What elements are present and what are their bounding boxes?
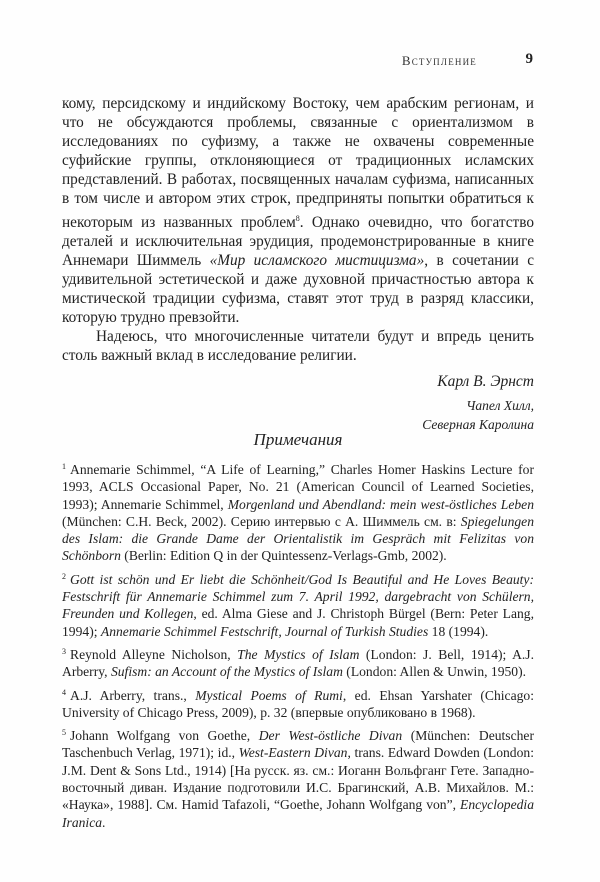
footnote-number: 1 (62, 462, 66, 471)
paragraph-1: кому, персидскому и индийскому Востоку, чем арабским регионам, и что не обсуждаются проблемы, связанные с ориентализмом в исследованиях по суфизму, а также не охвачены современные суфийские группы, отклоняющиеся от традиционных исламских представлений. В работах, посвященных началам суфизма, написанных в том числе и автором этих строк, предприняты попытки обратиться к некоторым из названных проблем$^8$. Однако очевидно, что богатство деталей и исключительная эрудиция, продемонстрированные в книге Аннемари Шиммель «Мир исламского мистицизма», в сочетании с удивительной эстетической и даже духовной причастностью автора к мистической традиции суфизма, ставят этот труд в разряд классики, которую трудно превзойти. (62, 95, 534, 327)
signature-place: Чапел Хилл, Северная Каролина (422, 398, 534, 433)
footnote-5: $^5$ Johann Wolfgang von Goethe, Der West-östliche Divan (München: Deutscher Taschenbuch Verlag, 1971); id., West-Eastern Divan, trans. Edward Dowden (London: J.M. Dent & Sons Ltd., 1914) [На русск. яз. см.: Иоганн Вольфганг Гете. Западно-восточный диван. Издание подготовили И.С. Брагинский, А.В. Михайлов. М.: «Наука», 1988]. См. Hamid Tafazoli, “Goethe, Johann Wolfgang von”, Encyclopedia Iranica. (62, 728, 534, 830)
footnote-2: $^2$ Gott ist schön und Er liebt die Schönheit/God Is Beautiful and He Loves Beauty: Festschrift für Annemarie Schimmel zum 7. April 1992, dargebracht von Schülern, Freunden und Kollegen, ed. Alma Giese and J. Christoph Bürgel (Bern: Peter Lang, 1994); Annemarie Schimmel Festschrift, Journal of Turkish Studies 18 (1994). (62, 571, 534, 639)
running-head-title: Вступление (401, 53, 477, 68)
footnote-number: 5 (62, 728, 66, 738)
notes-heading: Примечания (253, 430, 343, 449)
paragraph-2: Надеюсь, что многочисленные читатели будут и впредь ценить столь важный вклад в исследование религии. (62, 328, 534, 365)
footnote-1: $^1$ Annemarie Schimmel, “A Life of Learning,” Charles Homer Haskins Lecture for 1993, ACLS Occasional Paper, No. 21 (American Council of Learned Societies, 1993); Annemarie Schimmel, Morgenland und Abendland: mein west-östliches Leben (München: C.H. Beck, 2002). Серию интервью с А. Шиммель см. в: Spiegelungen des Islam: die Grande Dame der Orientalistik im Gespräch mit Felizitas von Schönborn (Berlin: Edition Q in der Quintessenz-Verlags-Gmb, 2002). (62, 462, 534, 564)
footnote-number: 4 (62, 687, 66, 697)
footnote-number: 3 (62, 646, 66, 656)
footnote-3: $^3$ Reynold Alleyne Nicholson, The Mystics of Islam (London: J. Bell, 1914); A.J. Arberry, Sufism: an Account of the Mystics of Islam (London: Allen & Unwin, 1950). (62, 646, 534, 680)
signature (62, 372, 534, 434)
book-title: «Мир исламского мистицизма» (209, 251, 425, 269)
page-number: 9 (525, 51, 533, 67)
running-head (0, 53, 533, 73)
footnote-4: $^4$ A.J. Arberry, trans., Mystical Poems of Rumi, ed. Ehsan Yarshater (Chicago: University of Chicago Press, 2009), p. 32 (впервые опубликовано в 1968). (62, 687, 534, 720)
body-text (62, 94, 534, 434)
signature-author: Карл В. Эрнст (437, 373, 534, 391)
notes-list (62, 458, 534, 834)
footnote-ref-8[interactable]: 8 (295, 213, 300, 223)
footnote-number: 2 (62, 571, 66, 581)
